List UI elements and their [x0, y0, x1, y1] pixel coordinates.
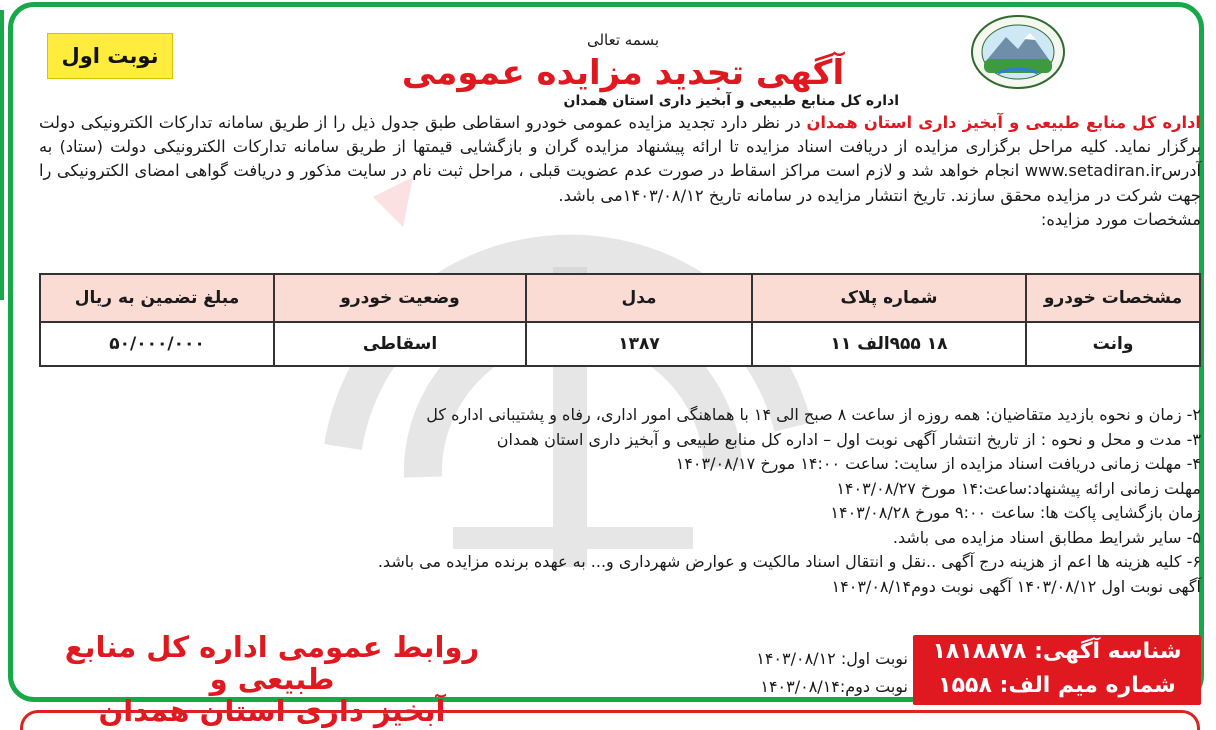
- organization-name: اداره کل منابع طبیعی و آبخیز داری استان همدان: [563, 93, 899, 109]
- round-badge: نوبت اول: [47, 33, 173, 79]
- list-item: ۲- زمان و نحوه بازدید متقاضیان: همه روزه از ساعت ۸ صبح الی ۱۴ با هماهنگی امور اداری، رفاه و پشتیبانی اداره کل: [426, 405, 1201, 424]
- list-item: ۳- مدت و محل و نحوه : از تاریخ انتشار آگهی نوبت اول – اداره کل منابع طبیعی و آبخیز داری استان همدان: [496, 429, 1201, 449]
- ad-id-box: [913, 635, 1201, 705]
- round-1-date: نوبت اول: ۱۴۰۳/۰۸/۱۲: [756, 649, 908, 668]
- round-2-date: نوبت دوم:۱۴۰۳/۰۸/۱۴: [760, 677, 908, 696]
- natural-resources-emblem-icon: [968, 13, 1068, 91]
- list-item: ۴- مهلت زمانی دریافت اسناد مزایده از سایت: ساعت ۱۴:۰۰ مورخ ۱۴۰۳/۰۸/۱۷: [675, 454, 1201, 473]
- vehicle-specs-table: [39, 273, 1201, 367]
- col-vehicle-spec: مشخصات خودرو: [1026, 274, 1200, 322]
- cell-model: ۱۳۸۷: [526, 322, 752, 366]
- public-relations-line-2: آبخیز داری استان همدان: [98, 694, 446, 728]
- next-ad-border: [20, 710, 1200, 730]
- list-item: زمان بازگشایی پاکت ها: ساعت ۹:۰۰ مورخ ۱۴۰۳/۰۸/۲۸: [830, 503, 1201, 522]
- organization-highlight: اداره کل منابع طبیعی و آبخیز داری استان همدان: [806, 113, 1201, 132]
- publication-rounds: [668, 645, 908, 701]
- col-plate-number: شماره پلاک: [752, 274, 1026, 322]
- page-title: آگهی تجدید مزایده عمومی: [401, 53, 845, 93]
- ad-id: شناسه آگهی: ۱۸۱۸۸۷۸: [932, 639, 1182, 664]
- paragraph-text-after-site: انجام خواهد شد و لازم است مراکز اسقاط در صورت عدم عضویت قبلی ، مراحل ثبت نام در سایت مذکور و دریافت گواهی امضای الکترونیکی را جهت شرکت در مزایده محقق سازند. تاریخ انتشار مزایده در سامانه تاریخ ۱۴۰۳/۰۸/۱۲می باشد.: [39, 161, 1201, 205]
- left-edge-bar: [0, 10, 4, 300]
- cell-plate-number: ۱۸ ۹۵۵الف ۱۱: [752, 322, 1026, 366]
- website-address[interactable]: www.setadiran.ir: [1024, 161, 1162, 181]
- list-item: ۶- کلیه هزینه ها اعم از هزینه درج آگهی ..نقل و انتقال اسناد مالکیت و عوارض شهرداری و... به عهده برنده مزایده می باشد.: [377, 552, 1201, 571]
- announcement-paragraph: [39, 111, 1201, 232]
- mim-alef-number: شماره میم الف: ۱۵۵۸: [938, 673, 1176, 698]
- bismillah-text: بسمه تعالی: [586, 31, 660, 49]
- col-guarantee-amount: مبلغ تضمین به ریال: [40, 274, 274, 322]
- cell-vehicle-spec: وانت: [1026, 322, 1200, 366]
- col-vehicle-status: وضعیت خودرو: [274, 274, 526, 322]
- table-header-row: [40, 274, 1200, 322]
- table-row: [40, 322, 1200, 366]
- specs-intro: مشخصات مورد مزایده:: [1040, 209, 1201, 229]
- list-item: ۵- سایر شرایط مطابق اسناد مزایده می باشد.: [892, 527, 1201, 547]
- list-item: مهلت زمانی ارائه پیشنهاد:ساعت:۱۴ مورخ ۱۴۰۳/۰۸/۲۷: [836, 478, 1201, 498]
- conditions-list: [233, 403, 1201, 599]
- cell-guarantee-amount: ۵۰/۰۰۰/۰۰۰: [40, 322, 274, 366]
- col-model: مدل: [526, 274, 752, 322]
- public-relations-line-1: روابط عمومی اداره کل منابع طبیعی و: [64, 630, 480, 696]
- ad-frame: [8, 2, 1204, 728]
- paragraph-text-before-site: در نظر دارد تجدید مزایده عمومی خودرو اسقاطی طبق جدول ذیل را از طریق سامانه تدارکات الکترونیکی دولت برگزار نماید. کلیه مراحل برگزاری مزایده از دریافت اسناد مزایده تا ارائه پیشنهاد مزایده گران و بازگشایی قیمتها از طریق سامانه تدارکات الکترونیکی دولت (ستاد) به آدرس: [39, 113, 1201, 181]
- list-item: آگهی نوبت اول ۱۴۰۳/۰۸/۱۲ آگهی نوبت دوم۱۴۰۳/۰۸/۱۴: [831, 576, 1201, 596]
- cell-vehicle-status: اسقاطی: [274, 322, 526, 366]
